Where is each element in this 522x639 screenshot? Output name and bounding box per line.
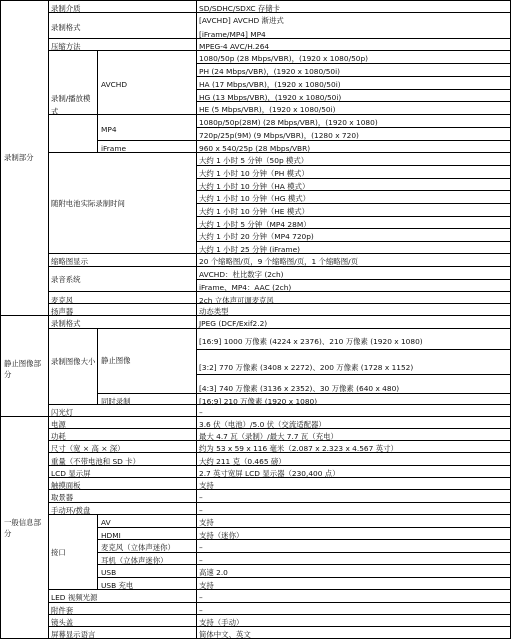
value-lens-cap: 支持（手动） — [199, 618, 244, 627]
grid-rule — [48, 502, 510, 503]
grid-rule — [196, 63, 510, 64]
label-interface: 接口 — [51, 548, 66, 557]
value-avchd: 1080/50p (28 Mbps/VBR)，(1920 x 1080/50p) — [199, 54, 369, 63]
value-headphone: – — [199, 556, 203, 565]
value-rec-format-1: [AVCHD] AVCHD 渐进式 — [199, 16, 284, 25]
grid-rule — [1, 315, 510, 316]
value-power: 3.6 伏（电池）/5.0 伏（交流适配器） — [199, 420, 326, 429]
grid-rule — [48, 489, 510, 490]
grid-rule — [97, 328, 98, 404]
value-flash: – — [199, 408, 203, 417]
grid-rule — [97, 393, 510, 394]
label-dimensions: 尺寸（宽 × 高 × 深） — [51, 444, 125, 453]
label-thumbnail: 缩略图显示 — [51, 257, 88, 266]
grid-rule — [97, 577, 510, 578]
label-rec-format: 录制格式 — [51, 23, 81, 32]
label-battery-time: 随附电池实际录制时间 — [51, 199, 125, 208]
label-iframe: iFrame — [101, 144, 127, 153]
value-avchd: PH (24 Mbps/VBR)，(1920 x 1080/50i) — [199, 67, 341, 76]
label-language: 屏幕显示语言 — [51, 630, 96, 639]
grid-rule — [97, 527, 510, 528]
value-hdmi: 支持（迷你） — [199, 531, 244, 540]
label-speaker: 扬声器 — [51, 307, 74, 316]
label-touch: 触摸面板 — [51, 481, 81, 490]
grid-rule — [48, 514, 510, 515]
section-general: 一般信息部分 — [4, 518, 41, 538]
value-accessory: – — [199, 606, 203, 615]
grid-rule — [196, 279, 510, 280]
value-touch: 支持 — [199, 481, 214, 490]
label-simul-rec: 同时录制 — [101, 397, 131, 406]
value-battery: 大约 1 小时 10 分钟（HA 模式） — [199, 182, 310, 191]
label-media: 录制介质 — [51, 4, 81, 13]
grid-rule — [48, 114, 510, 115]
value-viewfinder: – — [199, 493, 203, 502]
value-usb-charge: 支持 — [199, 581, 214, 590]
label-usb-charge: USB 充电 — [101, 581, 134, 590]
label-manual-ring: 手动环/拨盘 — [51, 506, 91, 515]
label-still-size: 录制图像大小 — [51, 357, 96, 366]
value-battery: 大约 1 小时 10 分钟（HG 模式） — [199, 194, 311, 203]
value-av: 支持 — [199, 518, 214, 527]
grid-rule — [48, 328, 510, 329]
label-mic: 麦克风 — [51, 296, 74, 305]
grid-rule — [97, 140, 510, 141]
grid-rule — [196, 76, 510, 77]
grid-rule — [97, 552, 510, 553]
label-weight: 重量（不带电池和 SD 卡） — [51, 457, 140, 466]
label-hdmi: HDMI — [101, 531, 121, 540]
value-still-format: JPEG (DCF/Exif2.2) — [199, 319, 268, 328]
grid-rule — [1, 416, 510, 417]
grid-rule — [48, 303, 510, 304]
grid-rule — [48, 0, 49, 639]
label-power: 电源 — [51, 420, 66, 429]
label-lcd: LCD 显示屏 — [51, 469, 91, 478]
value-thumbnail: 20 个缩略图/页，9 个缩略图/页，1 个缩略图/页 — [199, 257, 358, 266]
grid-rule — [196, 89, 510, 90]
grid-rule — [1, 0, 510, 1]
grid-rule — [196, 216, 510, 217]
value-mic: 2ch 立体声可调麦克风 — [199, 296, 274, 305]
value-manual-ring: – — [199, 506, 203, 515]
value-battery: 大约 1 小时 5 分钟（MP4 28M） — [199, 220, 311, 229]
grid-rule — [48, 266, 510, 267]
label-accessory: 附件套 — [51, 606, 74, 615]
value-rec-format-2: [iFrame/MP4] MP4 — [199, 30, 266, 39]
label-avchd: AVCHD — [101, 80, 128, 89]
value-battery: 大约 1 小时 20 分钟（MP4 720p) — [199, 232, 314, 241]
grid-rule — [196, 127, 510, 128]
grid-rule — [48, 614, 510, 615]
grid-rule — [196, 374, 510, 375]
label-usb: USB — [101, 568, 117, 577]
value-mp4: 720p/25p(9M) (9 Mbps/VBR)，(1280 x 720) — [199, 131, 359, 140]
value-usb: 高速 2.0 — [199, 568, 228, 577]
value-consumption: 最大 4.7 瓦（录制）/最大 7.7 瓦（充电） — [199, 432, 338, 441]
grid-rule — [48, 626, 510, 627]
label-consumption: 功耗 — [51, 432, 66, 441]
label-compression: 压缩方法 — [51, 42, 81, 51]
value-speaker: 动态类型 — [199, 307, 229, 316]
section-still: 静止图像部分 — [4, 359, 41, 379]
value-still-size: [4:3] 740 万像素 (3136 x 2352)、30 万像素 (640 x 480) — [199, 384, 400, 393]
grid-rule — [196, 349, 510, 350]
grid-rule — [196, 203, 510, 204]
label-still-format: 录制格式 — [51, 319, 81, 328]
value-dimensions: 约为 53 x 59 x 116 毫米（2.087 x 2.323 x 4.567 英寸） — [199, 444, 398, 453]
grid-rule — [196, 178, 510, 179]
value-audio-2: iFrame、MP4：AAC (2ch) — [199, 283, 292, 292]
label-flash: 闪光灯 — [51, 408, 74, 417]
value-avchd: HG (13 Mbps/VBR)，(1920 x 1080/50i) — [199, 93, 342, 102]
label-av: AV — [101, 518, 111, 527]
value-still-size: [3:2] 770 万像素 (3408 x 2272)、200 万像素 (1728 x 1152) — [199, 363, 414, 372]
value-avchd: HE (5 Mbps/VBR)，(1920 x 1080/50i) — [199, 105, 336, 114]
value-mp4: 1080p/50p(28M) (28 Mbps/VBR)，(1920 x 1080) — [199, 118, 378, 127]
label-led: LED 视频光源 — [51, 593, 98, 602]
grid-rule — [196, 165, 510, 166]
value-media: SD/SDHC/SDXC 存储卡 — [199, 4, 281, 13]
value-battery: 大约 1 小时 5 分钟（50p 模式） — [199, 156, 309, 165]
label-headphone: 耳机（立体声迷你） — [101, 556, 168, 565]
grid-rule — [48, 50, 510, 51]
value-compression: MPEG-4 AVC/H.264 — [199, 42, 270, 51]
value-audio-1: AVCHD：杜比数字 (2ch) — [199, 270, 284, 279]
value-weight: 大约 211 克（0.465 磅） — [199, 457, 286, 466]
label-audio: 录音系统 — [51, 275, 81, 284]
grid-rule — [48, 602, 510, 603]
value-language: 简体中文、英文 — [199, 630, 251, 639]
value-battery: 大约 1 小时 10 分钟（PH 模式） — [199, 169, 309, 178]
grid-rule — [97, 50, 98, 153]
label-still-image: 静止图像 — [101, 356, 131, 365]
grid-rule — [196, 241, 510, 242]
label-mic-in: 麦克风（立体声迷你） — [101, 543, 175, 552]
value-lcd: 2.7 英寸宽屏 LCD 显示器（230,400 点） — [199, 469, 340, 478]
value-still-size: [16:9] 1000 万像素 (4224 x 2376)、210 万像素 (1920 x 1080) — [199, 337, 423, 346]
grid-rule — [196, 0, 197, 639]
section-recording: 录制部分 — [4, 153, 34, 162]
grid-rule — [97, 539, 510, 540]
value-battery: 大约 1 小时 10 分钟（HE 模式） — [199, 207, 309, 216]
value-battery: 大约 1 小时 25 分钟 (iFrame) — [199, 245, 301, 254]
label-rec-playback-mode: 录制/播放模式 — [51, 94, 91, 116]
value-simul-rec: [16:9] 210 万像素 (1920 x 1080) — [199, 397, 318, 406]
label-lens-cap: 镜头盖 — [51, 618, 74, 627]
value-mic-in: – — [199, 543, 203, 552]
label-viewfinder: 取景器 — [51, 493, 74, 502]
grid-rule — [97, 514, 98, 589]
value-iframe: 960 x 540/25p (28 Mbps/VBR) — [199, 144, 311, 153]
value-avchd: HA (17 Mbps/VBR)，(1920 x 1080/50i) — [199, 80, 341, 89]
grid-rule — [48, 38, 510, 39]
label-mp4: MP4 — [101, 125, 117, 134]
value-led: – — [199, 593, 203, 602]
